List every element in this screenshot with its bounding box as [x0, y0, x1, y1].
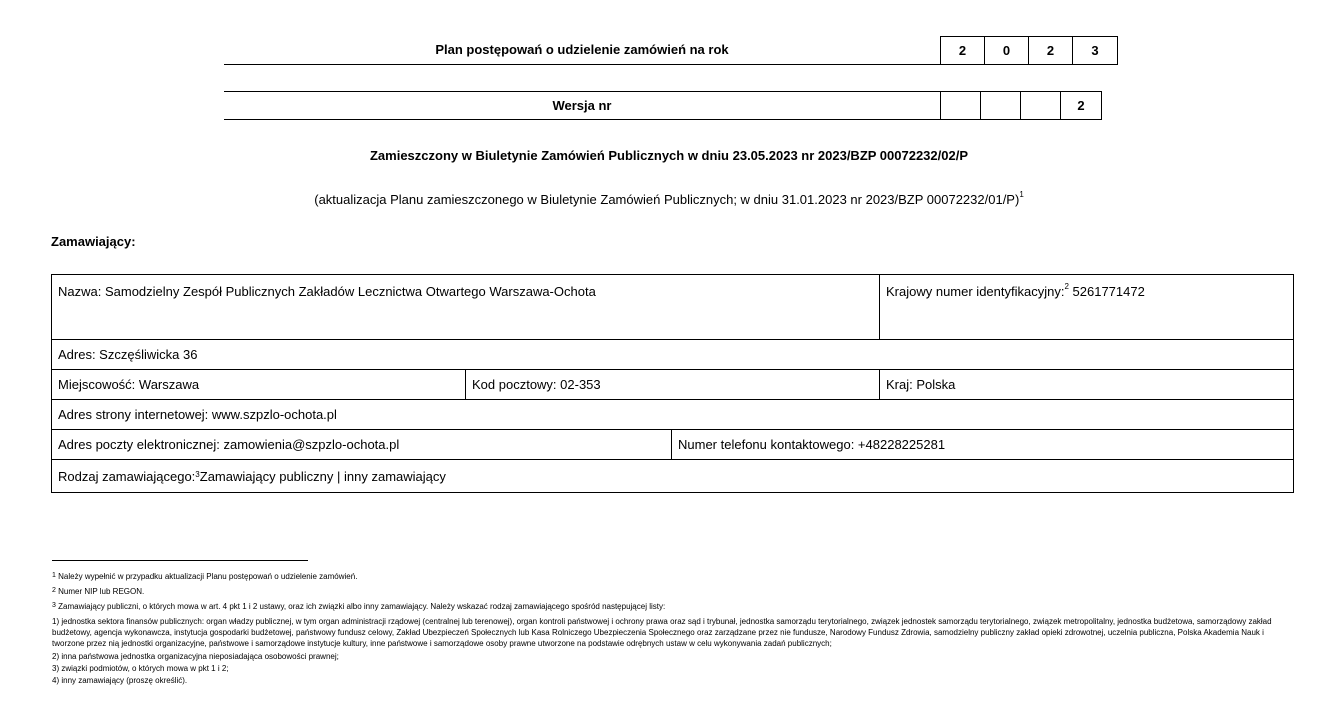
website-cell: Adres strony internetowej: www.szpzlo-ochota.pl — [58, 407, 337, 422]
version-label: Wersja nr — [552, 98, 612, 113]
table-row — [52, 460, 1293, 492]
section-label: Zamawiający: — [51, 234, 136, 249]
phone-cell: Numer telefonu kontaktowego: +48228225281 — [678, 437, 946, 452]
year-boxes — [940, 36, 1118, 65]
footnote-ref: 2 — [1064, 282, 1069, 291]
footnote-ref: 3 — [195, 469, 200, 479]
name-cell: Nazwa: Samodzielny Zespół Publicznych Zakładów Lecznictwa Otwartego Warszawa-Ochota — [52, 275, 880, 339]
country-cell: Kraj: Polska — [886, 377, 956, 392]
year-digit: 0 — [985, 37, 1029, 64]
contracting-authority-table — [51, 274, 1294, 493]
type-label: Rodzaj zamawiającego: — [58, 468, 196, 484]
footnote-item-4: 4) inny zamawiający (proszę określić). — [52, 676, 188, 685]
year-digit: 2 — [1029, 37, 1073, 64]
version-boxes — [940, 91, 1102, 120]
divider — [224, 91, 940, 92]
email-cell: Adres poczty elektronicznej: zamowienia@szpzlo-ochota.pl — [52, 430, 672, 459]
address-cell: Adres: Szczęśliwicka 36 — [58, 347, 198, 362]
footnote-ref: 3 — [52, 602, 56, 609]
footnote-ref: 1 — [52, 572, 56, 579]
id-cell — [880, 275, 1293, 339]
footnote-item-1: 1) jednostka sektora finansów publicznych: organ władzy publicznej, w tym organ administracji rządowej (centralnej lub terenowej), organ kontroli państwowej i ochrony prawa oraz sąd i trybunał, jednostka samorządu terytorialnego, związek jednostek samorządu terytorialnego, związek metropolitalny, jednostka budżetowa, samorządowy zakład budżetowy, agencja wykonawcza, instytucja gospodarki budżetowej, państwowy fundusz celowy, Zakład Ubezpieczeń Społecznych lub Kasa Rolniczego Ubezpieczenia Społecznego oraz zarządzane przez nie fundusze, Narodowy Fundusz Zdrowia, samodzielny publiczny zakład opieki zdrowotnej, uczelnia publiczna, Polska Akademia Nauk i tworzone przez nią jednostki organizacyjne, państwowe i samorządowe instytucje kultury, inne państwowe i samorządowe osoby prawne utworzone na podstawie odrębnych ustaw w celu wykonywania zadań publicznych; — [52, 617, 1272, 648]
table-row — [52, 370, 1293, 400]
id-label: Krajowy numer identyfikacyjny: — [886, 284, 1065, 299]
divider — [224, 119, 940, 120]
table-row — [52, 275, 1293, 340]
type-value: Zamawiający publiczny | inny zamawiający — [199, 468, 446, 484]
footnote-ref: 2 — [52, 587, 56, 594]
year-digit: 3 — [1091, 43, 1099, 58]
footnote-text: Zamawiający publiczni, o których mowa w art. 4 pkt 1 i 2 ustawy, oraz ich związki albo inny zamawiający. Należy wskazać rodzaj zamawiającego spośród następującej listy: — [58, 602, 666, 611]
divider — [224, 64, 940, 65]
table-row — [52, 400, 1293, 430]
footnote-1 — [52, 571, 1297, 582]
year-digit: 2 — [941, 37, 985, 64]
version-digit — [981, 92, 1021, 119]
footnote-text: Numer NIP lub REGON. — [58, 587, 145, 596]
footnote-text: Należy wypełnić w przypadku aktualizacji Planu postępowań o udzielenie zamówień. — [58, 572, 358, 581]
postal-cell: Kod pocztowy: 02-353 — [466, 370, 880, 399]
table-row — [52, 430, 1293, 460]
footnote-2 — [52, 586, 1297, 597]
plan-title: Plan postępowań o udzielenie zamówień na rok — [435, 42, 729, 57]
update-note — [0, 192, 1338, 207]
footnote-item-3: 3) związki podmiotów, o których mowa w pkt 1 i 2; — [52, 664, 229, 673]
table-row — [52, 340, 1293, 370]
id-value: 5261771472 — [1068, 284, 1145, 299]
publication-info: Zamieszczony w Biuletynie Zamówień Publicznych w dniu 23.05.2023 nr 2023/BZP 00072232/02/P — [369, 148, 968, 163]
footnote-item-2: 2) inna państwowa jednostka organizacyjna nieposiadająca osobowości prawnej; — [52, 652, 339, 661]
update-note-text: (aktualizacja Planu zamieszczonego w Biuletynie Zamówień Publicznych; w dniu 31.01.2023 nr 2023/BZP 00072232/01/P) — [314, 192, 1020, 207]
city-cell: Miejscowość: Warszawa — [52, 370, 466, 399]
footnote-separator — [52, 560, 308, 561]
footnote-3 — [52, 601, 1297, 612]
version-digit: 2 — [1077, 98, 1085, 113]
version-digit — [941, 92, 981, 119]
footnote-ref: 1 — [1019, 190, 1024, 199]
type-cell — [52, 460, 1293, 492]
version-digit — [1021, 92, 1061, 119]
